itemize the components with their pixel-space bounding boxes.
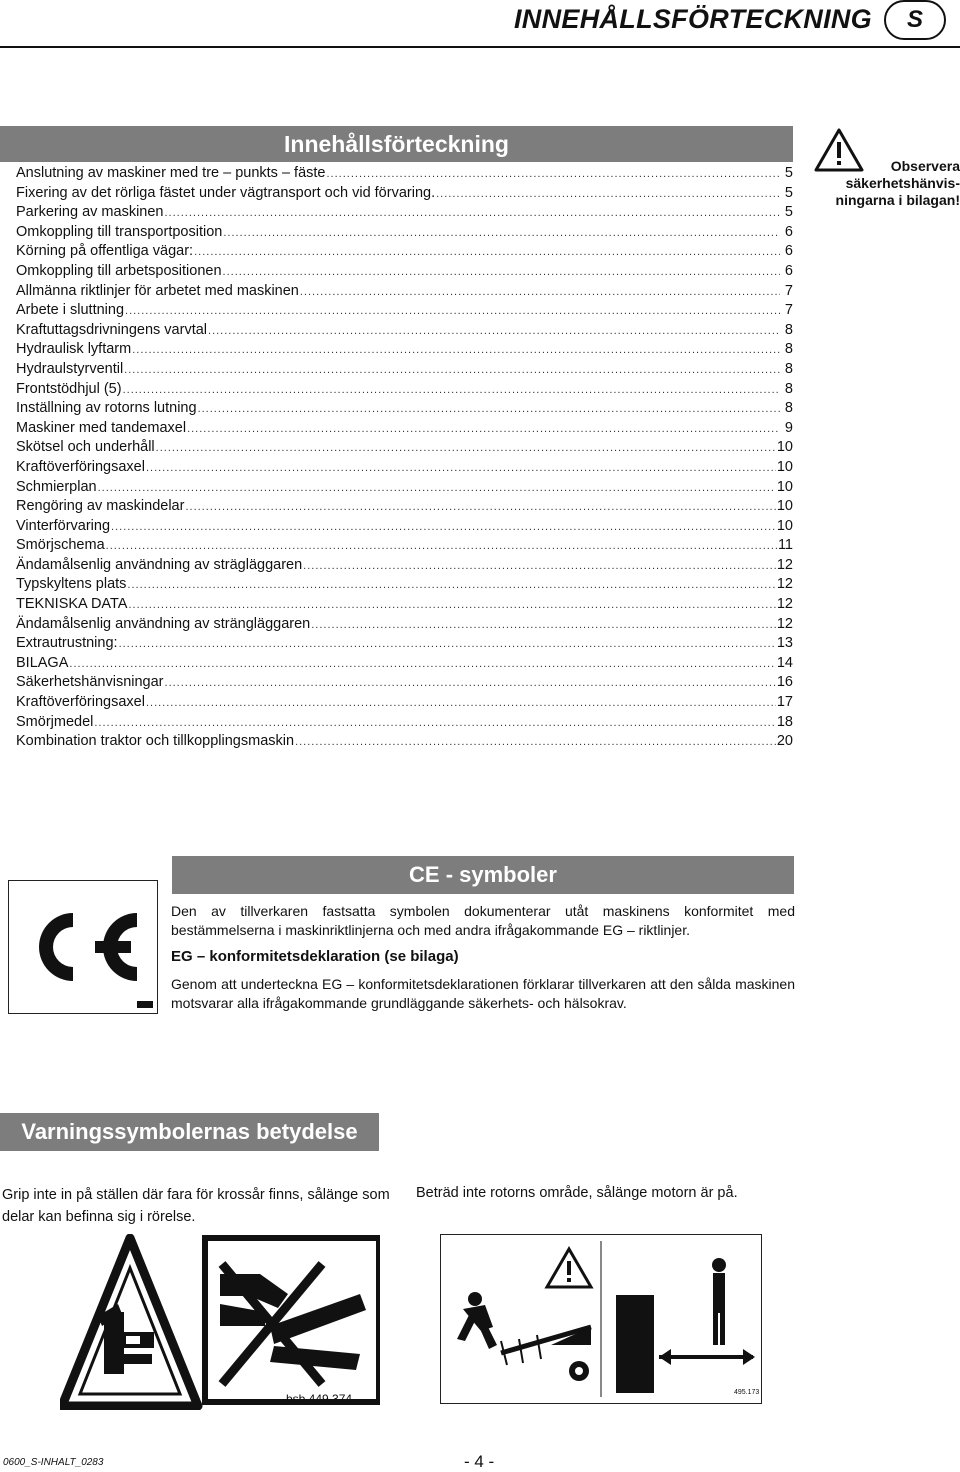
- toc-entry: [16, 615, 793, 635]
- toc-leader-dots: [111, 518, 776, 538]
- toc-leader-dots: [123, 381, 780, 401]
- toc-entry-text: Maskiner med tandemaxel: [16, 419, 187, 436]
- toc-entry: [16, 556, 793, 576]
- warning-left-text: Grip inte in på ställen där fara för krossår finns, sålänge som delar kan befinna sig i rörelse.: [2, 1187, 390, 1225]
- toc-entry-text: Fixering av det rörliga fästet under vägtransport och vid förvaring.: [16, 184, 436, 201]
- toc-entry: [16, 478, 793, 498]
- toc-entry-text: Ändamålsenlig användning av strägläggaren: [16, 556, 303, 573]
- warning-symbols-title-bar: [0, 1113, 379, 1151]
- toc-entry-text: Säkerhetshänvisningar: [16, 674, 164, 691]
- ce-subtitle: EG – konformitetsdeklaration (se bilaga): [171, 948, 459, 965]
- toc-entry-page: 10: [776, 517, 793, 534]
- toc-entry-text: Hydraulstyrventil: [16, 360, 124, 377]
- toc-leader-dots: [98, 479, 776, 499]
- toc-entry-text: Frontstödhjul (5): [16, 380, 122, 397]
- toc-entry-text: Anslutning av maskiner med tre – punkts – fäste: [16, 165, 326, 181]
- toc-leader-dots: [128, 596, 775, 616]
- page-number: - 4 -: [464, 1452, 495, 1471]
- document-code: 0600_S-INHALT_0283: [3, 1457, 104, 1468]
- warning-right-text: Beträd inte rotorns område, sålänge motorn är på.: [416, 1185, 738, 1201]
- toc-entry: [16, 673, 793, 693]
- toc-leader-dots: [436, 185, 780, 205]
- toc-leader-dots: [119, 635, 776, 655]
- toc-leader-dots: [125, 302, 780, 322]
- toc-entry-page: 10: [776, 458, 793, 475]
- toc-entry-page: 7: [784, 282, 793, 299]
- toc-entry-page: 12: [776, 556, 793, 573]
- toc-entry: [16, 732, 793, 752]
- toc-entry-text: Skötsel och underhåll: [16, 439, 155, 456]
- toc-entry-page: 9: [784, 419, 793, 436]
- toc-leader-dots: [198, 400, 780, 420]
- toc-entry-text: Kraftöverföringsaxel: [16, 458, 145, 475]
- toc-leader-dots: [165, 674, 776, 694]
- toc-entry-page: 11: [777, 537, 793, 554]
- toc-entry-text: Kraftöverföringsaxel: [16, 694, 145, 711]
- toc-leader-dots: [223, 224, 780, 244]
- toc-entry-page: 6: [784, 262, 793, 279]
- toc-entry-page: 14: [776, 654, 793, 671]
- toc-entry-text: Körning på offentliga vägar:: [16, 243, 194, 260]
- toc-list: [16, 164, 793, 752]
- ce-mark-icon: [9, 881, 157, 1013]
- toc-entry: [16, 164, 793, 184]
- ce-title: CE - symboler: [409, 862, 557, 887]
- toc-entry-page: 10: [776, 478, 793, 495]
- toc-entry-page: 6: [784, 223, 793, 240]
- toc-entry-page: 5: [784, 165, 793, 181]
- toc-entry: [16, 536, 793, 556]
- toc-entry: [16, 380, 793, 400]
- toc-leader-dots: [106, 537, 777, 557]
- toc-entry: [16, 634, 793, 654]
- toc-title-bar: [0, 126, 793, 162]
- toc-entry: [16, 321, 793, 341]
- toc-entry-page: 7: [784, 302, 793, 319]
- toc-entry-text: Kombination traktor och tillkopplingsmaskin: [16, 733, 295, 750]
- toc-entry: [16, 301, 793, 321]
- toc-entry-text: Ändamålsenlig användning av strängläggaren: [16, 615, 311, 632]
- toc-entry-text: Rengöring av maskindelar: [16, 498, 185, 515]
- toc-leader-dots: [185, 498, 775, 518]
- toc-entry: [16, 419, 793, 439]
- header-divider: [0, 46, 960, 48]
- rotor-hazard-symbol: [440, 1234, 762, 1404]
- toc-leader-dots: [187, 420, 780, 440]
- toc-entry: [16, 360, 793, 380]
- toc-entry: [16, 595, 793, 615]
- toc-leader-dots: [194, 243, 780, 263]
- rotor-hazard-icon: [441, 1235, 761, 1403]
- safety-notice-line2: säkerhetshänvis-: [845, 175, 960, 191]
- toc-entry: [16, 203, 793, 223]
- toc-entry-page: 8: [784, 321, 793, 338]
- toc-entry-text: Typskyltens plats: [16, 576, 127, 593]
- toc-entry: [16, 497, 793, 517]
- toc-entry-text: Allmänna riktlinjer för arbetet med maskinen: [16, 282, 299, 299]
- ce-logo-image: [8, 880, 158, 1014]
- toc-entry-page: 12: [776, 576, 793, 593]
- symbol-right-code: 495.173: [734, 1389, 760, 1396]
- toc-entry: [16, 242, 793, 262]
- toc-leader-dots: [127, 576, 775, 596]
- toc-entry-text: Omkoppling till arbetspositionen: [16, 262, 222, 279]
- toc-entry-page: 13: [776, 635, 793, 652]
- safety-notice-line3: ningarna i bilagan!: [835, 192, 960, 208]
- toc-leader-dots: [165, 204, 781, 224]
- toc-entry-text: Omkoppling till transportposition: [16, 223, 223, 240]
- toc-leader-dots: [146, 459, 776, 479]
- toc-entry: [16, 223, 793, 243]
- toc-entry: [16, 575, 793, 595]
- toc-entry: [16, 654, 793, 674]
- toc-entry-text: Hydraulisk lyftarm: [16, 341, 132, 358]
- toc-entry: [16, 458, 793, 478]
- toc-entry: [16, 713, 793, 733]
- toc-entry-text: Smörjschema: [16, 537, 105, 554]
- ce-title-bar: [172, 856, 794, 894]
- toc-entry-text: Kraftuttagsdrivningens varvtal: [16, 321, 208, 338]
- toc-entry-page: 18: [776, 713, 793, 730]
- ce-declaration-text: Genom att underteckna EG – konformitetsdeklarationen förklarar tillverkaren att den sålda maskinen motsvarar alla ifrågakommande grundläggande säkerhets- och hälsokrav.: [171, 976, 795, 1011]
- page-title: INNEHÅLLSFÖRTECKNING: [513, 4, 872, 34]
- toc-entry-text: Schmierplan: [16, 478, 97, 495]
- toc-entry: [16, 517, 793, 537]
- language-badge: S: [884, 0, 946, 40]
- toc-leader-dots: [146, 694, 776, 714]
- toc-leader-dots: [69, 655, 775, 675]
- toc-entry-text: Smörjmedel: [16, 713, 94, 730]
- toc-entry: [16, 340, 793, 360]
- toc-leader-dots: [132, 341, 780, 361]
- toc-leader-dots: [156, 439, 776, 459]
- toc-entry: [16, 184, 793, 204]
- toc-leader-dots: [303, 557, 776, 577]
- toc-entry-page: 5: [784, 204, 793, 221]
- toc-entry-page: 6: [784, 243, 793, 260]
- toc-entry-text: Arbete i sluttning: [16, 302, 125, 319]
- toc-leader-dots: [124, 361, 780, 381]
- symbol-left-code: bsb 449 374: [286, 1392, 353, 1406]
- toc-entry-page: 17: [776, 694, 793, 711]
- toc-entry: [16, 399, 793, 419]
- toc-entry: [16, 438, 793, 458]
- toc-entry-page: 20: [776, 733, 793, 750]
- toc-entry-text: Inställning av rotorns lutning: [16, 400, 197, 417]
- ce-description: Den av tillverkaren fastsatta symbolen dokumenterar utåt maskinens konformitet med bestämmelserna i maskinriktlinjerna och med andra ifrågakommande EG – riktlinjer.: [171, 903, 795, 938]
- toc-entry-page: 8: [784, 400, 793, 417]
- crush-hazard-symbol: [60, 1234, 380, 1410]
- toc-entry-text: Vinterförvaring: [16, 517, 111, 534]
- toc-entry-page: 8: [784, 380, 793, 397]
- toc-entry-page: 12: [776, 596, 793, 613]
- toc-entry-text: BILAGA: [16, 654, 69, 671]
- toc-leader-dots: [295, 733, 776, 753]
- toc-entry-text: TEKNISKA DATA: [16, 596, 128, 613]
- toc-entry: [16, 262, 793, 282]
- safety-notice-line1: Observera: [890, 158, 960, 174]
- warning-symbols-title: Varningssymbolernas betydelse: [21, 1119, 358, 1144]
- toc-entry-page: 5: [784, 184, 793, 201]
- toc-entry-page: 12: [776, 615, 793, 632]
- toc-entry-text: Extrautrustning:: [16, 635, 118, 652]
- toc-entry-page: 16: [776, 674, 793, 691]
- toc-entry-page: 8: [784, 341, 793, 358]
- toc-leader-dots: [94, 714, 776, 734]
- toc-entry-page: 10: [776, 439, 793, 456]
- toc-entry-page: 10: [776, 498, 793, 515]
- toc-title: Innehållsförteckning: [284, 130, 509, 157]
- toc-leader-dots: [300, 283, 780, 303]
- safety-notice: [812, 158, 960, 209]
- toc-leader-dots: [311, 616, 776, 636]
- toc-leader-dots: [327, 165, 781, 185]
- toc-entry: [16, 693, 793, 713]
- toc-leader-dots: [208, 322, 780, 342]
- toc-entry-text: Parkering av maskinen: [16, 204, 164, 221]
- toc-leader-dots: [223, 263, 780, 283]
- toc-entry: [16, 282, 793, 302]
- toc-entry-page: 8: [784, 360, 793, 377]
